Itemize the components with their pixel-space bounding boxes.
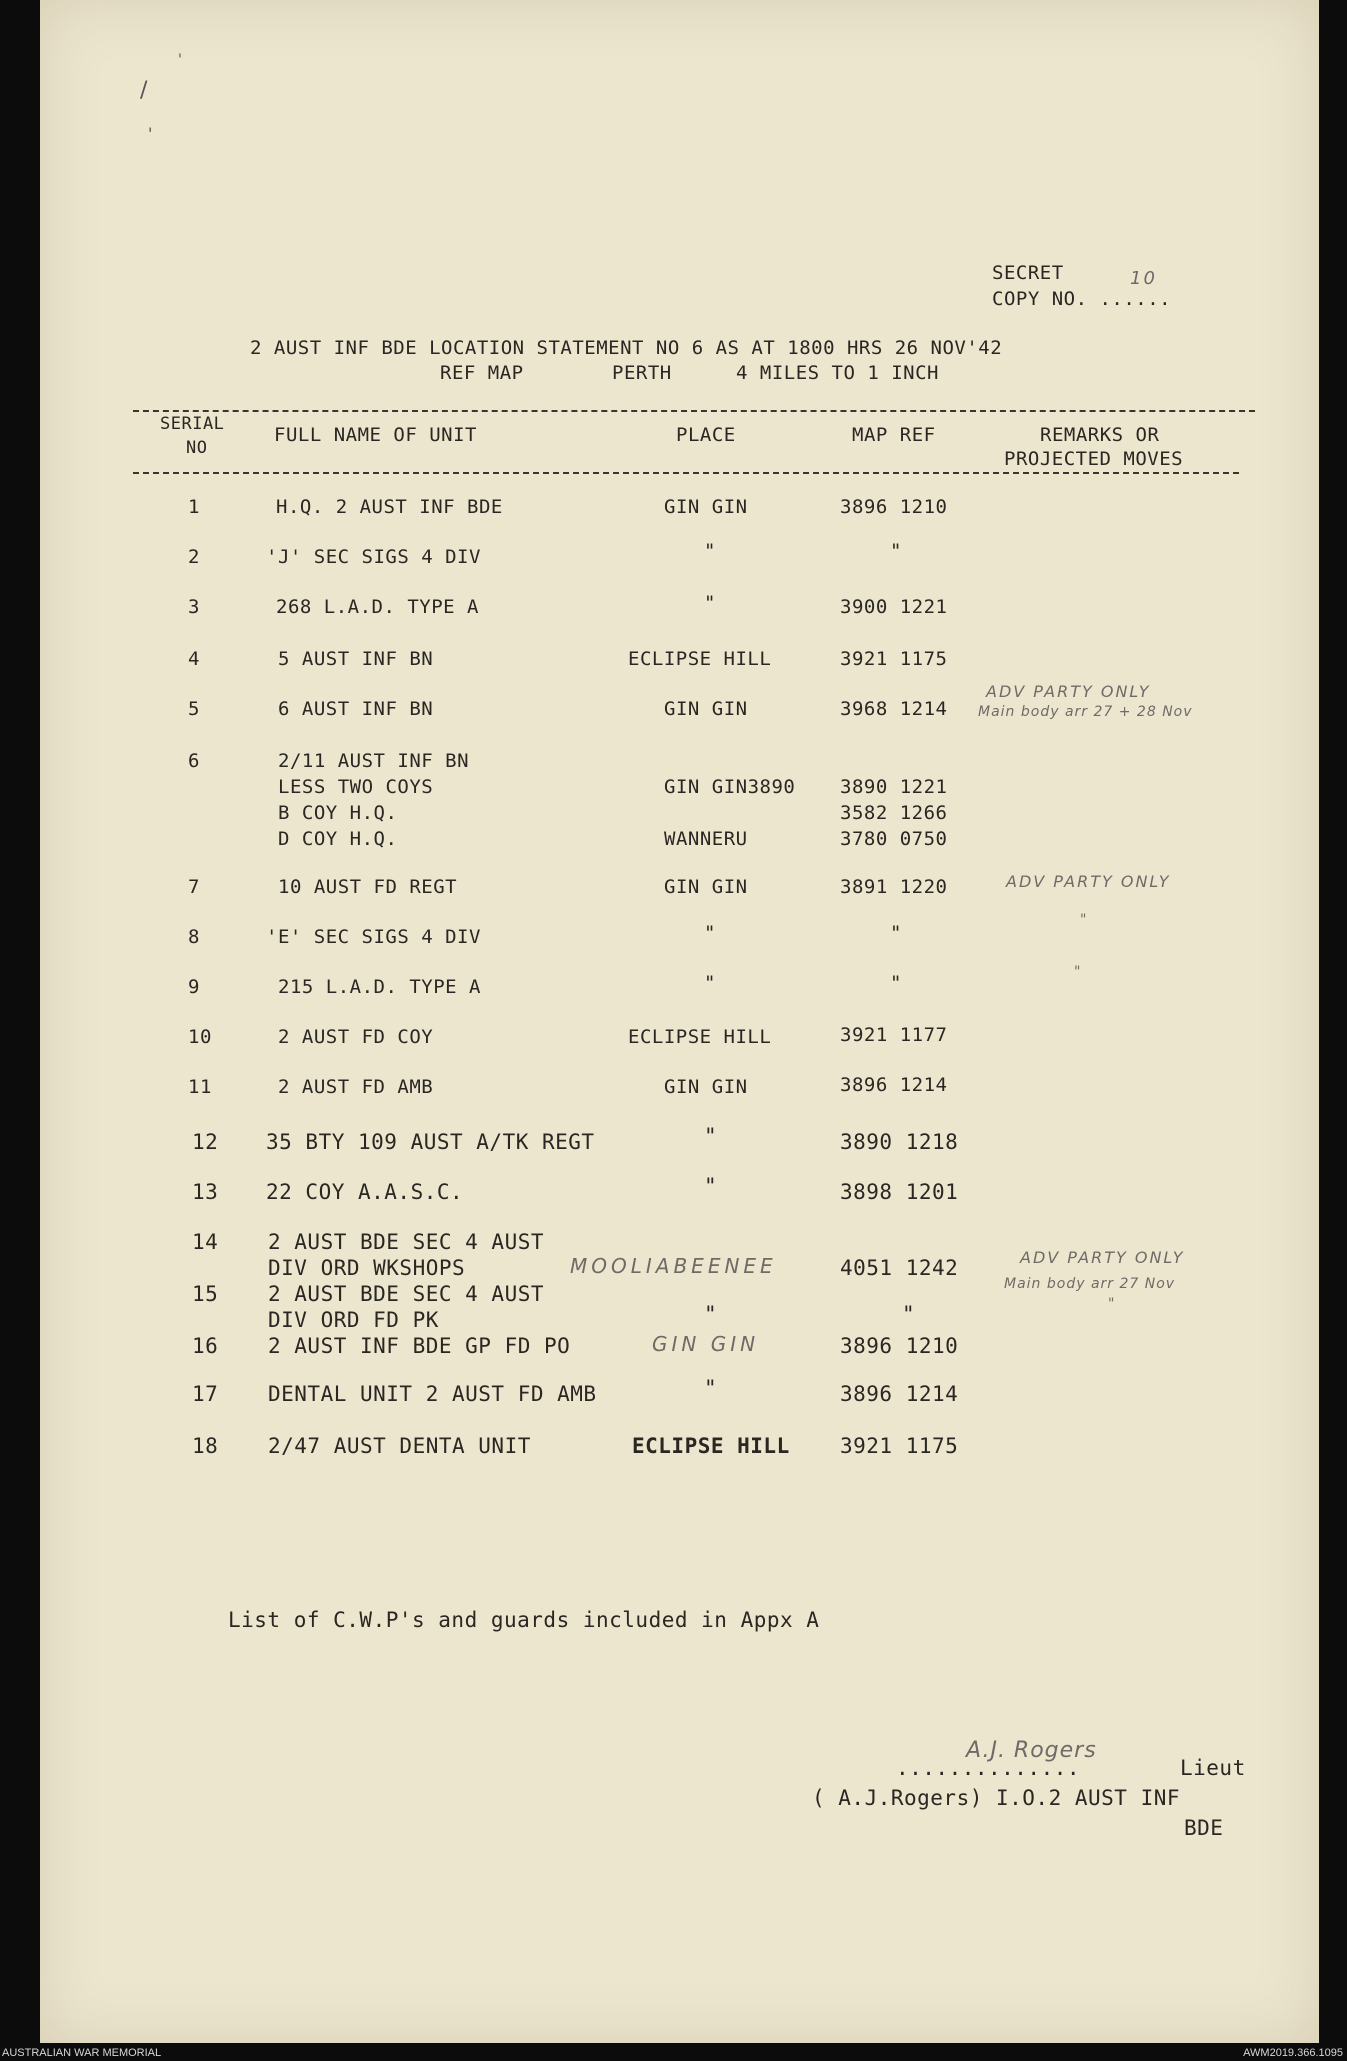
row-map-ref: 3891 1220: [840, 876, 948, 898]
row-unit-name: 2 AUST BDE SEC 4 AUST: [268, 1230, 545, 1254]
row-unit-name: 2 AUST INF BDE GP FD PO: [268, 1334, 571, 1358]
row-map-ref-line3: 3582 1266: [840, 802, 948, 824]
row-unit-name: H.Q. 2 AUST INF BDE: [276, 496, 503, 518]
signature-unit-line: BDE: [1184, 1816, 1224, 1840]
row-serial: 15: [192, 1282, 219, 1306]
row-serial: 12: [192, 1130, 219, 1154]
row-place: ECLIPSE HILL: [628, 1026, 772, 1048]
row-map-ref: ": [890, 540, 902, 562]
pencil-mark: ': [148, 124, 153, 143]
signature-handwritten: A.J. Rogers: [966, 1738, 1097, 1763]
row-remark-handwritten: ADV PARTY ONLY: [986, 682, 1151, 701]
row-map-ref-line4: 3780 0750: [840, 828, 948, 850]
row-unit-name: 2/11 AUST INF BN: [278, 750, 470, 772]
row-remark-handwritten: Main body arr 27 Nov: [1004, 1276, 1176, 1292]
row-place: GIN GIN: [664, 698, 748, 720]
row-place: GIN GIN: [664, 1076, 748, 1098]
row-serial: 6: [188, 750, 200, 772]
row-unit-name: 2/47 AUST DENTA UNIT: [268, 1434, 531, 1458]
row-map-ref: 3898 1201: [840, 1180, 959, 1204]
copy-number-label: COPY NO. ......: [992, 288, 1172, 310]
row-map-ref: ": [902, 1302, 916, 1326]
signature-dots: ..............: [896, 1756, 1081, 1780]
row-unit-name: 268 L.A.D. TYPE A: [276, 596, 479, 618]
col-serial-line2: NO: [186, 438, 208, 458]
row-unit-name-line2: DIV ORD WKSHOPS: [268, 1256, 466, 1280]
row-unit-name: 'J' SEC SIGS 4 DIV: [266, 546, 481, 568]
row-place: ": [704, 1124, 718, 1148]
row-unit-name: 5 AUST INF BN: [278, 648, 434, 670]
row-map-ref: 3921 1175: [840, 648, 948, 670]
header-rule-bottom: [133, 472, 1239, 474]
row-unit-name: 2 AUST BDE SEC 4 AUST: [268, 1282, 545, 1306]
row-place-line4: WANNERU: [664, 828, 748, 850]
map-scale: 4 MILES TO 1 INCH: [736, 362, 939, 384]
row-serial: 10: [188, 1026, 212, 1048]
row-place-handwritten: GIN GIN: [652, 1332, 760, 1356]
row-map-ref: 3896 1210: [840, 1334, 959, 1358]
row-serial: 5: [188, 698, 200, 720]
row-serial: 16: [192, 1334, 219, 1358]
row-unit-name: 10 AUST FD REGT: [278, 876, 458, 898]
appendix-note: List of C.W.P's and guards included in Appx A: [228, 1608, 820, 1632]
row-remark-handwritten: ADV PARTY ONLY: [1020, 1248, 1185, 1267]
row-map-ref: 3890 1218: [840, 1130, 959, 1154]
row-map-ref: 4051 1242: [840, 1256, 959, 1280]
row-map-ref: 3921 1177: [840, 1024, 948, 1046]
row-remark-handwritten: Main body arr 27 + 28 Nov: [978, 704, 1193, 720]
row-unit-name: 35 BTY 109 AUST A/TK REGT: [266, 1130, 595, 1154]
row-serial: 11: [188, 1076, 212, 1098]
row-unit-name: 215 L.A.D. TYPE A: [278, 976, 481, 998]
row-map-ref: 3896 1214: [840, 1382, 959, 1406]
row-place: ": [704, 1302, 718, 1326]
col-unit-name: FULL NAME OF UNIT: [274, 424, 477, 446]
row-map-ref: 3896 1210: [840, 496, 948, 518]
signature-rank: Lieut: [1180, 1756, 1246, 1780]
col-remarks-line2: PROJECTED MOVES: [1004, 448, 1184, 470]
copy-number-handwritten: 10: [1130, 268, 1157, 289]
row-place: ": [704, 1376, 718, 1400]
row-remark-handwritten: ": [1108, 1296, 1116, 1312]
pencil-mark: /: [140, 78, 148, 103]
row-unit-name: 'E' SEC SIGS 4 DIV: [266, 926, 481, 948]
row-map-ref: ": [890, 922, 902, 944]
secret-label: SECRET: [992, 262, 1064, 284]
row-unit-name-line2: DIV ORD FD PK: [268, 1308, 439, 1332]
row-remark-handwritten: ADV PARTY ONLY: [1006, 872, 1171, 891]
row-remark-handwritten: ": [1080, 912, 1088, 928]
row-place: ": [704, 972, 716, 994]
row-serial: 18: [192, 1434, 219, 1458]
row-unit-name-line4: D COY H.Q.: [278, 828, 398, 850]
col-remarks-line1: REMARKS OR: [1040, 424, 1160, 446]
footer-archive-label: AUSTRALIAN WAR MEMORIAL: [2, 2047, 162, 2059]
ref-map-name: PERTH: [612, 362, 672, 384]
row-remark-handwritten: ": [1074, 964, 1082, 980]
header-rule-top: [133, 410, 1255, 412]
row-place: ECLIPSE HILL: [632, 1434, 790, 1458]
row-place: ": [704, 540, 716, 562]
col-map-ref: MAP REF: [852, 424, 936, 446]
row-place: ": [704, 922, 716, 944]
row-map-ref: 3921 1175: [840, 1434, 959, 1458]
row-serial: 7: [188, 876, 200, 898]
pencil-mark: ': [178, 52, 182, 68]
row-unit-name: DENTAL UNIT 2 AUST FD AMB: [268, 1382, 597, 1406]
row-serial: 17: [192, 1382, 219, 1406]
row-place: GIN GIN: [664, 496, 748, 518]
row-place: ": [704, 1174, 718, 1198]
row-map-ref: 3890 1221: [840, 776, 948, 798]
row-serial: 9: [188, 976, 200, 998]
col-serial-line1: SERIAL: [160, 414, 225, 434]
row-place: ": [704, 592, 716, 614]
row-place: GIN GIN: [664, 876, 748, 898]
row-place-handwritten: MOOLIABEENEE: [570, 1254, 777, 1278]
row-place: GIN GIN3890: [664, 776, 796, 798]
row-serial: 13: [192, 1180, 219, 1204]
row-serial: 1: [188, 496, 200, 518]
signature-name-line: ( A.J.Rogers) I.O.2 AUST INF: [812, 1786, 1181, 1810]
document-title: 2 AUST INF BDE LOCATION STATEMENT NO 6 AS AT 1800 HRS 26 NOV'42: [250, 337, 1003, 359]
row-serial: 2: [188, 546, 200, 568]
ref-map-label: REF MAP: [440, 362, 524, 384]
row-map-ref: 3896 1214: [840, 1074, 948, 1096]
row-unit-name: 22 COY A.A.S.C.: [266, 1180, 464, 1204]
row-unit-name: 2 AUST FD COY: [278, 1026, 434, 1048]
row-serial: 8: [188, 926, 200, 948]
row-unit-name-line3: B COY H.Q.: [278, 802, 398, 824]
col-place: PLACE: [676, 424, 736, 446]
row-map-ref: 3968 1214: [840, 698, 948, 720]
row-serial: 14: [192, 1230, 219, 1254]
row-map-ref: 3900 1221: [840, 596, 948, 618]
row-serial: 4: [188, 648, 200, 670]
row-map-ref: ": [890, 972, 902, 994]
row-unit-name-line2: LESS TWO COYS: [278, 776, 434, 798]
row-unit-name: 2 AUST FD AMB: [278, 1076, 434, 1098]
row-place: ECLIPSE HILL: [628, 648, 772, 670]
row-serial: 3: [188, 596, 200, 618]
footer-reference: AWM2019.366.1095: [1243, 2047, 1343, 2059]
row-unit-name: 6 AUST INF BN: [278, 698, 434, 720]
